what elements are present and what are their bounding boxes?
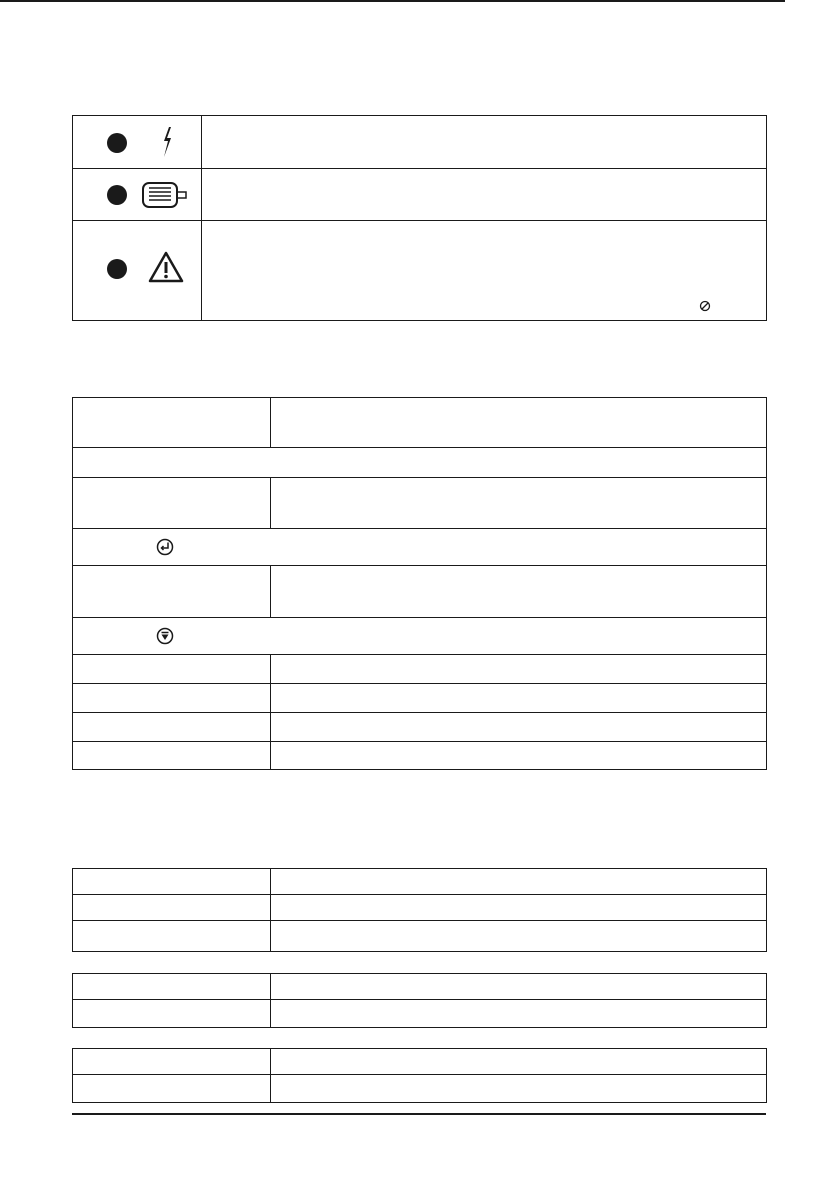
table-cell-value xyxy=(271,713,766,741)
lower-table-1 xyxy=(72,868,767,952)
table-cell-value xyxy=(271,921,766,951)
table-row xyxy=(73,869,766,895)
lightning-icon xyxy=(160,126,174,158)
table-cell-value xyxy=(271,398,766,447)
table-row xyxy=(73,713,766,742)
table-cell-label xyxy=(73,869,271,894)
table-row xyxy=(73,1049,766,1075)
prohibited-note-icon xyxy=(699,300,711,312)
down-key-icon xyxy=(156,627,174,645)
table-row xyxy=(73,921,766,951)
table-cell-label xyxy=(73,742,271,769)
symbol-description xyxy=(202,169,766,220)
bullet-dot xyxy=(107,133,127,153)
table-cell-label xyxy=(73,1000,271,1027)
symbol-description xyxy=(202,221,766,320)
table-row xyxy=(73,566,766,618)
symbols-table xyxy=(72,115,767,321)
table-cell-label xyxy=(73,398,271,447)
table-cell-value xyxy=(271,742,766,769)
enter-key-icon xyxy=(156,538,174,556)
table-cell-label xyxy=(73,684,271,712)
table-cell-value xyxy=(271,974,766,999)
table-row xyxy=(73,1075,766,1102)
table-cell-value xyxy=(271,655,766,683)
table-row xyxy=(73,398,766,448)
table-row xyxy=(73,895,766,921)
table-cell-value xyxy=(271,869,766,894)
table-section-row xyxy=(73,529,766,566)
table-cell-value xyxy=(271,478,766,528)
table-cell-value xyxy=(271,1000,766,1027)
table-cell-value xyxy=(271,895,766,920)
table-cell-label xyxy=(73,1075,271,1102)
parameter-table xyxy=(72,397,767,770)
table-cell-label xyxy=(73,921,271,951)
symbol-row-electric xyxy=(73,116,766,169)
lower-table-2 xyxy=(72,973,767,1028)
table-cell-value xyxy=(271,1049,766,1074)
footer-rule xyxy=(72,1113,766,1115)
table-cell-value xyxy=(271,1075,766,1102)
symbol-cell xyxy=(73,116,202,168)
bullet-dot xyxy=(107,259,127,279)
lower-table-3 xyxy=(72,1048,767,1103)
table-cell-label xyxy=(73,895,271,920)
table-cell-label xyxy=(73,566,271,617)
symbol-row-motor xyxy=(73,169,766,221)
table-cell-label xyxy=(73,655,271,683)
warning-triangle-icon xyxy=(148,251,184,283)
symbol-cell xyxy=(73,169,202,220)
motor-icon xyxy=(141,181,189,209)
symbol-cell xyxy=(73,221,202,320)
table-section-row xyxy=(73,618,766,655)
symbol-row-warning xyxy=(73,221,766,320)
bullet-dot xyxy=(107,185,127,205)
table-cell-value xyxy=(271,566,766,617)
table-cell-label xyxy=(73,974,271,999)
table-section-row xyxy=(73,448,766,478)
table-row xyxy=(73,478,766,529)
table-row xyxy=(73,974,766,1000)
table-cell-value xyxy=(271,684,766,712)
table-row xyxy=(73,684,766,713)
table-row xyxy=(73,655,766,684)
table-cell-label xyxy=(73,1049,271,1074)
symbol-description xyxy=(202,116,766,168)
header-rule xyxy=(0,0,785,2)
table-cell-label xyxy=(73,478,271,528)
table-row xyxy=(73,742,766,769)
table-cell-label xyxy=(73,713,271,741)
table-row xyxy=(73,1000,766,1027)
